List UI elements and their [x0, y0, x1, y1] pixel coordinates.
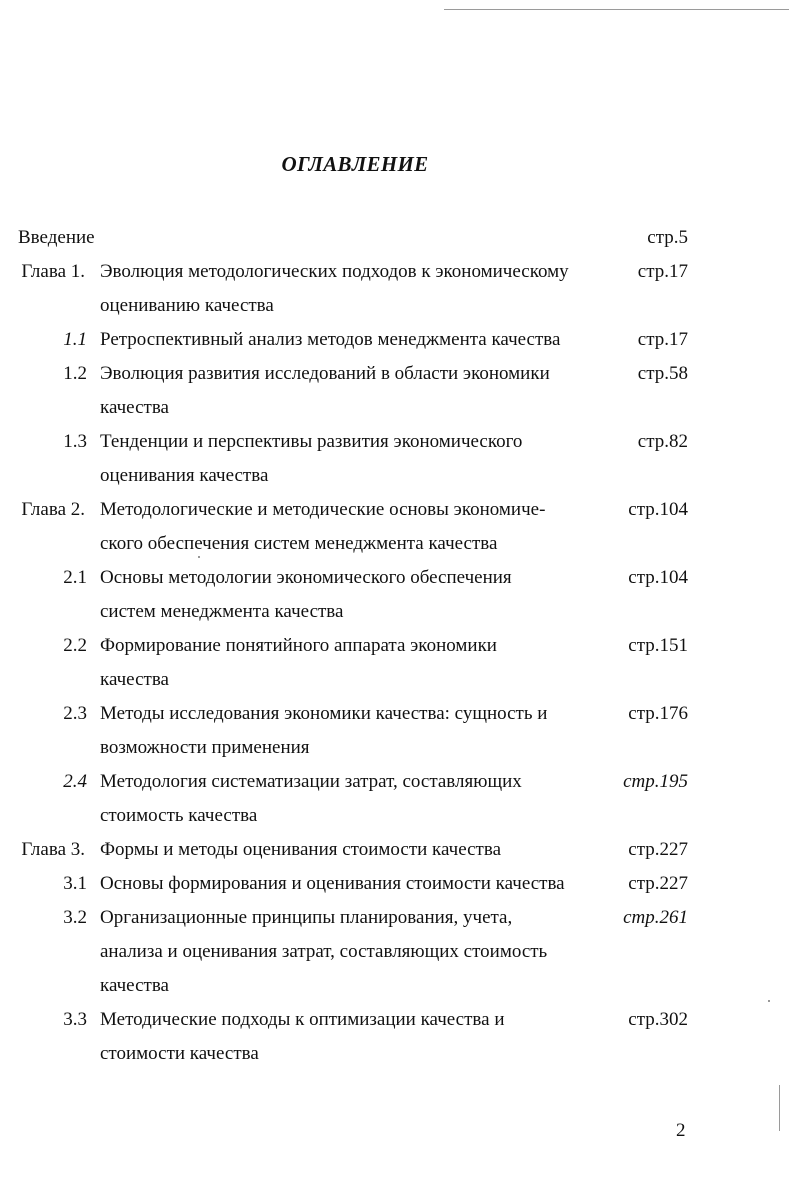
- toc-entry-text: оцениванию качества: [100, 295, 274, 316]
- toc-entry-text: Методология систематизации затрат, составляющих: [100, 771, 522, 792]
- toc-entry-line: [0, 255, 796, 289]
- toc-entry-number: 2.3: [63, 703, 87, 724]
- toc-section-entry: [0, 357, 796, 425]
- toc-entry-number: Глава 2.: [21, 499, 85, 520]
- toc-entry-page: стр.104: [628, 567, 688, 588]
- toc-entry-line: [0, 731, 796, 765]
- toc-section-entry: [0, 867, 796, 901]
- toc-entry-page: стр.58: [637, 363, 688, 384]
- toc-section-entry: [0, 323, 796, 357]
- toc-entry-page: стр.302: [628, 1009, 688, 1030]
- toc-entry-text: Эволюция методологических подходов к экономическому: [100, 261, 569, 282]
- toc-entry-number: 1.1: [63, 329, 87, 350]
- table-of-contents: [0, 221, 796, 1071]
- toc-entry-text: Эволюция развития исследований в области экономики: [100, 363, 550, 384]
- toc-chapter-entry: [0, 833, 796, 867]
- toc-entry-number: Введение: [18, 227, 95, 248]
- toc-entry-line: [0, 969, 796, 1003]
- toc-section-entry: [0, 561, 796, 629]
- toc-entry-number: Глава 3.: [21, 839, 85, 860]
- toc-entry-page: стр.104: [628, 499, 688, 520]
- toc-entry-line: [0, 629, 796, 663]
- toc-entry-line: [0, 561, 796, 595]
- toc-entry-number: 3.2: [63, 907, 87, 928]
- scan-artifact-line: [444, 9, 789, 10]
- toc-entry-number: 1.3: [63, 431, 87, 452]
- toc-section-entry: [0, 697, 796, 765]
- toc-entry-line: [0, 867, 796, 901]
- toc-entry-page: стр.176: [628, 703, 688, 724]
- toc-entry-line: [0, 493, 796, 527]
- toc-entry-line: [0, 935, 796, 969]
- toc-entry-text: возможности применения: [100, 737, 310, 758]
- toc-entry-line: [0, 901, 796, 935]
- toc-chapter-entry: [0, 493, 796, 561]
- toc-entry-page: стр.17: [637, 329, 688, 350]
- toc-entry-line: [0, 357, 796, 391]
- toc-chapter-entry: [0, 255, 796, 323]
- scan-artifact-line: [779, 1085, 780, 1131]
- toc-entry-text: стоимость качества: [100, 805, 258, 826]
- toc-entry-text: стоимости качества: [100, 1043, 259, 1064]
- toc-entry-number: 3.3: [63, 1009, 87, 1030]
- toc-entry-text: качества: [100, 397, 169, 418]
- toc-entry-number: Глава 1.: [21, 261, 85, 282]
- toc-entry-number: 2.1: [63, 567, 87, 588]
- toc-section-entry: [0, 629, 796, 697]
- toc-entry-text: Основы методологии экономического обеспечения: [100, 567, 512, 588]
- toc-entry-text: качества: [100, 669, 169, 690]
- toc-entry-line: [0, 663, 796, 697]
- toc-entry-page: стр.227: [628, 873, 688, 894]
- toc-entry-line: [0, 221, 796, 255]
- toc-section-entry: [0, 1003, 796, 1071]
- toc-entry-text: качества: [100, 975, 169, 996]
- toc-entry-line: [0, 833, 796, 867]
- toc-entry-text: оценивания качества: [100, 465, 269, 486]
- toc-intro-entry: [0, 221, 796, 255]
- toc-entry-text: Организационные принципы планирования, учета,: [100, 907, 513, 928]
- toc-entry-page: стр.151: [628, 635, 688, 656]
- toc-section-entry: [0, 765, 796, 833]
- toc-entry-page: стр.261: [623, 907, 688, 928]
- toc-entry-number: 2.2: [63, 635, 87, 656]
- page-title: ОГЛАВЛЕНИЕ: [281, 152, 429, 176]
- page-number: 2: [676, 1120, 686, 1141]
- toc-entry-line: [0, 799, 796, 833]
- toc-entry-text: Формирование понятийного аппарата экономики: [100, 635, 497, 656]
- toc-entry-page: стр.227: [628, 839, 688, 860]
- toc-entry-text: Формы и методы оценивания стоимости качества: [100, 839, 502, 860]
- toc-entry-line: [0, 459, 796, 493]
- toc-entry-number: 2.4: [63, 771, 87, 792]
- toc-entry-page: стр.5: [647, 227, 688, 248]
- toc-entry-text: Основы формирования и оценивания стоимости качества: [100, 873, 565, 894]
- toc-section-entry: [0, 425, 796, 493]
- toc-entry-line: [0, 595, 796, 629]
- toc-entry-line: [0, 1003, 796, 1037]
- toc-entry-line: [0, 697, 796, 731]
- toc-entry-line: [0, 323, 796, 357]
- toc-entry-text: систем менеджмента качества: [100, 601, 344, 622]
- toc-entry-page: стр.17: [637, 261, 688, 282]
- toc-entry-number: 3.1: [63, 873, 87, 894]
- toc-entry-text: Тенденции и перспективы развития экономического: [100, 431, 523, 452]
- toc-entry-page: стр.195: [623, 771, 688, 792]
- toc-section-entry: [0, 901, 796, 1003]
- toc-entry-line: [0, 289, 796, 323]
- toc-entry-number: 1.2: [63, 363, 87, 384]
- toc-entry-text: ского обеспечения систем менеджмента качества: [100, 533, 498, 554]
- toc-entry-line: [0, 527, 796, 561]
- toc-entry-text: Ретроспективный анализ методов менеджмента качества: [100, 329, 561, 350]
- toc-entry-text: анализа и оценивания затрат, составляющих стоимость: [100, 941, 548, 962]
- toc-entry-page: стр.82: [637, 431, 688, 452]
- toc-entry-line: [0, 425, 796, 459]
- toc-entry-text: Методы исследования экономики качества: сущность и: [100, 703, 548, 724]
- toc-entry-line: [0, 1037, 796, 1071]
- toc-entry-text: Методические подходы к оптимизации качества и: [100, 1009, 505, 1030]
- toc-entry-text: Методологические и методические основы экономиче-: [100, 499, 546, 520]
- toc-entry-line: [0, 391, 796, 425]
- toc-entry-line: [0, 765, 796, 799]
